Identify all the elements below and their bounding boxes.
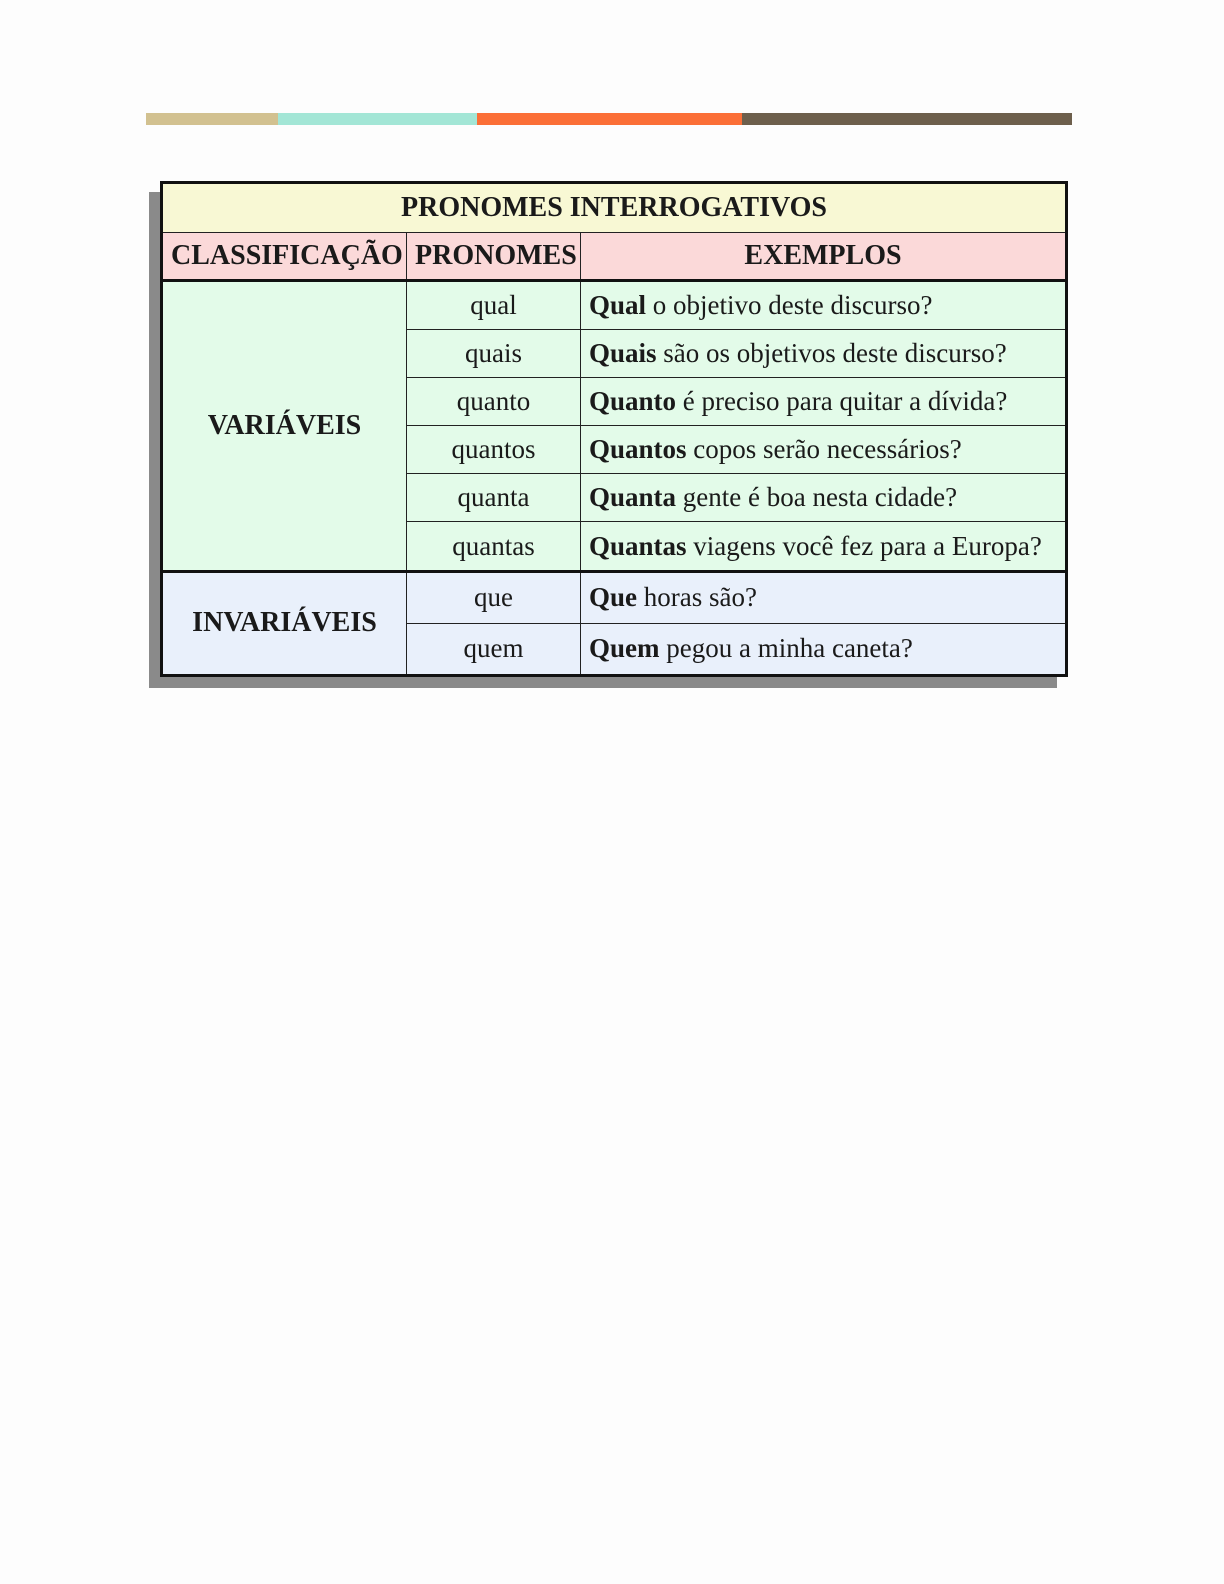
example-keyword: Quantas (589, 530, 687, 561)
example-cell (581, 378, 1067, 426)
stripe-segment-mint (278, 113, 477, 125)
example-text: viagens você fez para a Europa? (686, 530, 1042, 561)
pronoun-cell: quais (407, 330, 581, 378)
example-text: são os objetivos deste discurso? (656, 338, 1007, 369)
example-text: o objetivo deste discurso? (646, 290, 933, 321)
example-keyword: Qual (589, 290, 647, 321)
example-text: é preciso para quitar a dívida? (676, 386, 1008, 417)
example-text: copos serão necessários? (686, 434, 962, 465)
example-keyword: Quanto (589, 386, 677, 417)
example-cell (581, 522, 1067, 571)
header-classificacao: CLASSIFICAÇÃO (162, 233, 407, 281)
pronoun-cell: quem (407, 623, 581, 675)
example-cell (581, 281, 1067, 330)
stripe-segment-tan (146, 113, 278, 125)
example-text: pegou a minha caneta? (659, 633, 913, 664)
decorative-color-stripe (146, 113, 1072, 125)
classification-invariaveis: INVARIÁVEIS (162, 571, 407, 675)
pronoun-cell: quanto (407, 378, 581, 426)
pronoun-cell: qual (407, 281, 581, 330)
pronoun-cell: quanta (407, 474, 581, 522)
example-text: gente é boa nesta cidade? (676, 482, 958, 513)
example-keyword: Quantos (589, 434, 687, 465)
stripe-segment-orange (477, 113, 742, 125)
table-title-row (162, 183, 1067, 233)
table-header-row (162, 233, 1067, 281)
table-body (162, 281, 1067, 676)
example-keyword: Quais (589, 338, 657, 369)
pronoun-cell: quantas (407, 522, 581, 571)
stripe-segment-brown (742, 113, 1072, 125)
example-cell (581, 571, 1067, 623)
pronouns-table-container (160, 181, 1068, 677)
table-row (162, 571, 1067, 623)
example-keyword: Quem (589, 633, 660, 664)
table-title: PRONOMES INTERROGATIVOS (162, 183, 1067, 233)
header-exemplos: EXEMPLOS (581, 233, 1067, 281)
header-pronomes: PRONOMES (407, 233, 581, 281)
pronoun-cell: quantos (407, 426, 581, 474)
example-cell (581, 330, 1067, 378)
pronouns-table (160, 181, 1068, 677)
example-text: horas são? (637, 582, 757, 613)
example-cell (581, 426, 1067, 474)
example-keyword: Quanta (589, 482, 677, 513)
classification-variaveis: VARIÁVEIS (162, 281, 407, 572)
example-cell (581, 623, 1067, 675)
table-row (162, 281, 1067, 330)
pronoun-cell: que (407, 571, 581, 623)
example-keyword: Que (589, 582, 638, 613)
example-cell (581, 474, 1067, 522)
